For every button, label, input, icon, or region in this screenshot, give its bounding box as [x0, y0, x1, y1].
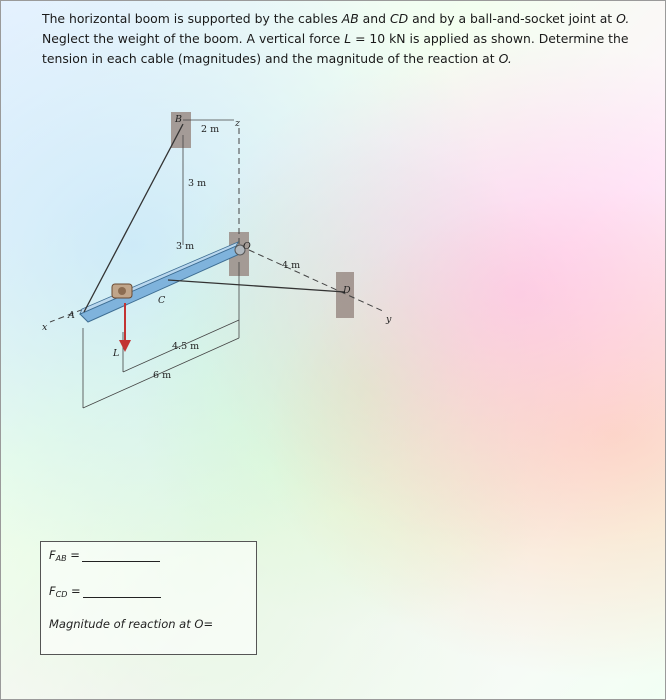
problem-text: = 10 kN is applied as shown. Determine the	[351, 31, 629, 46]
fab-equals: =	[66, 548, 80, 562]
problem-text: tension in each cable (magnitudes) and the magnitude of the reaction at	[42, 51, 499, 66]
label-o: O	[243, 241, 251, 252]
label-y: y	[386, 314, 392, 325]
force-l-ref: L	[344, 31, 352, 46]
label-c: C	[158, 295, 166, 306]
label-2m: 2 m	[201, 124, 220, 135]
problem-text: Neglect the weight of the boom. A vertical force	[42, 31, 345, 46]
load-pin	[118, 287, 126, 295]
label-z: z	[235, 118, 241, 129]
point-o-ref: O.	[616, 11, 630, 26]
fcd-symbol: F	[49, 584, 56, 598]
fcd-subscript: CD	[55, 590, 68, 599]
problem-text: The horizontal boom is supported by the cables	[42, 11, 342, 26]
y-axis	[249, 250, 385, 312]
point-o-ref: O.	[498, 51, 512, 66]
label-b: B	[175, 114, 182, 125]
reaction-label: Magnitude of reaction at O=	[49, 617, 214, 631]
answer-reaction-row	[49, 617, 213, 631]
label-3m-upper: 3 m	[188, 178, 207, 189]
label-x: x	[42, 322, 48, 333]
label-3m-boom: 3 m	[176, 241, 195, 252]
cable-cd-ref: CD	[389, 11, 409, 26]
fab-symbol: F	[49, 548, 56, 562]
fab-answer-blank[interactable]	[82, 561, 160, 562]
fab-subscript: AB	[55, 554, 67, 563]
label-4m: 4 m	[282, 260, 301, 271]
answer-fcd-row	[49, 584, 161, 599]
label-d: D	[343, 285, 351, 296]
fcd-answer-blank[interactable]	[83, 597, 161, 598]
fcd-equals: =	[67, 584, 81, 598]
force-l-arrowhead	[119, 340, 131, 352]
problem-text: and by a ball-and-socket joint at	[408, 11, 617, 26]
answer-fab-row	[49, 548, 160, 563]
label-4-5m: 4.5 m	[172, 341, 200, 352]
answer-box	[40, 541, 257, 655]
cable-ab-ref: AB	[341, 11, 359, 26]
label-6m: 6 m	[153, 370, 172, 381]
label-a: A	[68, 310, 75, 321]
label-l: L	[113, 348, 120, 359]
problem-text: and	[358, 11, 390, 26]
cable-cd	[168, 280, 345, 292]
